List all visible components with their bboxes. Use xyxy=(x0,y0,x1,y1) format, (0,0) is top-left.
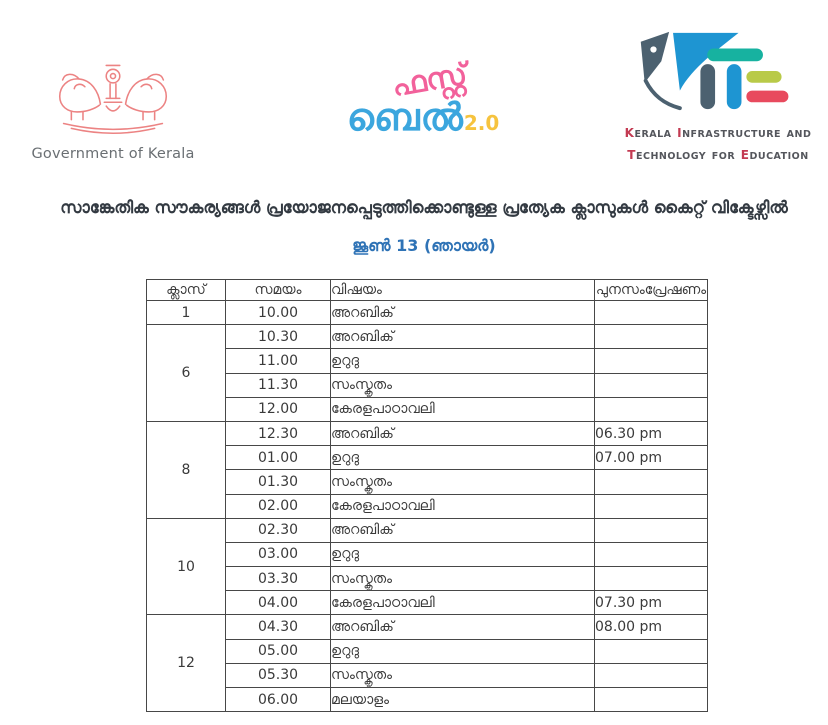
class-cell: 10 xyxy=(147,518,226,615)
kite-caption-word: TECHNOLOGY xyxy=(627,148,707,162)
table-row xyxy=(147,446,708,470)
subject-cell: കേരളപാഠാവലി xyxy=(331,591,595,615)
kite-caption-word: FOR xyxy=(711,151,736,162)
rebroadcast-cell: 08.00 pm xyxy=(595,615,708,639)
date-subtitle: ജൂൺ 13 (ഞായർ) xyxy=(352,236,496,255)
time-cell: 03.00 xyxy=(226,542,331,566)
col-header-time: സമയം xyxy=(226,280,331,301)
table-row xyxy=(147,518,708,542)
col-header-class: ക്ലാസ് xyxy=(147,280,226,301)
table-row xyxy=(147,615,708,639)
table-row xyxy=(147,301,708,325)
class-cell: 12 xyxy=(147,615,226,712)
time-cell: 01.00 xyxy=(226,446,331,470)
table-row xyxy=(147,349,708,373)
table-row xyxy=(147,542,708,566)
first-bell-word1: ഫസ്റ്റ് xyxy=(389,56,471,105)
subject-cell: ഉറുദു xyxy=(331,446,595,470)
time-cell: 11.00 xyxy=(226,349,331,373)
time-cell: 04.00 xyxy=(226,591,331,615)
table-row xyxy=(147,688,708,712)
subject-cell: മലയാളം xyxy=(331,688,595,712)
table-row xyxy=(147,373,708,397)
subject-cell: സംസ്കൃതം xyxy=(331,663,595,687)
time-cell: 05.30 xyxy=(226,663,331,687)
rebroadcast-cell xyxy=(595,494,708,518)
government-of-kerala-block xyxy=(28,48,198,162)
rebroadcast-cell: 06.30 pm xyxy=(595,421,708,445)
col-header-subject: വിഷയം xyxy=(331,280,595,301)
kite-caption-line1 xyxy=(618,122,818,142)
table-row xyxy=(147,639,708,663)
time-cell: 06.00 xyxy=(226,688,331,712)
subject-cell: സംസ്കൃതം xyxy=(331,373,595,397)
time-cell: 05.00 xyxy=(226,639,331,663)
rebroadcast-cell: 07.30 pm xyxy=(595,591,708,615)
rebroadcast-cell xyxy=(595,325,708,349)
class-cell: 6 xyxy=(147,325,226,422)
rebroadcast-cell xyxy=(595,567,708,591)
rebroadcast-cell xyxy=(595,688,708,712)
rebroadcast-cell xyxy=(595,639,708,663)
subject-cell: അറബിക് xyxy=(331,325,595,349)
table-row xyxy=(147,494,708,518)
rebroadcast-cell xyxy=(595,470,708,494)
subject-cell: ഉറുദു xyxy=(331,639,595,663)
subject-cell: ഉറുദു xyxy=(331,349,595,373)
time-cell: 10.00 xyxy=(226,301,331,325)
first-bell-version: 2.0 xyxy=(463,111,500,135)
time-cell: 04.30 xyxy=(226,615,331,639)
rebroadcast-cell xyxy=(595,373,708,397)
kite-caption-word: AND xyxy=(786,129,812,140)
table-row xyxy=(147,421,708,445)
rebroadcast-cell xyxy=(595,542,708,566)
first-bell-word2: ബെൽ xyxy=(346,95,464,139)
first-bell-logo xyxy=(338,56,508,139)
time-cell: 11.30 xyxy=(226,373,331,397)
time-cell: 10.30 xyxy=(226,325,331,349)
table-row xyxy=(147,325,708,349)
subject-cell: അറബിക് xyxy=(331,421,595,445)
schedule-table xyxy=(146,279,708,712)
table-row xyxy=(147,470,708,494)
time-cell: 02.30 xyxy=(226,518,331,542)
table-row xyxy=(147,591,708,615)
time-cell: 12.00 xyxy=(226,397,331,421)
table-header-row xyxy=(147,280,708,301)
page-title: സാങ്കേതിക സൗകര്യങ്ങൾ പ്രയോജനപ്പെടുത്തിക്കൊണ്ടുള്ള പ്രത്യേക ക്ലാസുകൾ കൈറ്റ് വിക്ടേഴ്സിൽ xyxy=(60,198,788,217)
subject-cell: സംസ്കൃതം xyxy=(331,470,595,494)
subject-cell: കേരളപാഠാവലി xyxy=(331,397,595,421)
subject-cell: അറബിക് xyxy=(331,615,595,639)
government-of-kerala-label: Government of Kerala xyxy=(31,146,195,162)
rebroadcast-cell xyxy=(595,518,708,542)
subject-cell: കേരളപാഠാവലി xyxy=(331,494,595,518)
time-cell: 02.00 xyxy=(226,494,331,518)
class-cell: 1 xyxy=(147,301,226,325)
time-cell: 12.30 xyxy=(226,421,331,445)
kite-caption-word: INFRASTRUCTURE xyxy=(677,126,782,140)
rebroadcast-cell xyxy=(595,663,708,687)
rebroadcast-cell: 07.00 pm xyxy=(595,446,708,470)
subject-cell: സംസ്കൃതം xyxy=(331,567,595,591)
col-header-rebroadcast: പുനസംപ്രേഷണം xyxy=(595,280,708,301)
first-bell-line2 xyxy=(338,95,508,139)
table-row xyxy=(147,397,708,421)
table-row xyxy=(147,663,708,687)
kite-caption-word: EDUCATION xyxy=(740,148,809,162)
kerala-emblem-icon xyxy=(48,125,178,144)
kite-caption-line2 xyxy=(618,144,818,164)
rebroadcast-cell xyxy=(595,349,708,373)
class-cell: 8 xyxy=(147,421,226,518)
kite-caption-word: KERALA xyxy=(624,126,672,140)
time-cell: 03.30 xyxy=(226,567,331,591)
subject-cell: അറബിക് xyxy=(331,301,595,325)
table-row xyxy=(147,567,708,591)
kite-logo-block xyxy=(618,28,818,164)
subject-cell: അറബിക് xyxy=(331,518,595,542)
time-cell: 01.30 xyxy=(226,470,331,494)
rebroadcast-cell xyxy=(595,397,708,421)
kite-logo-icon xyxy=(626,101,811,120)
rebroadcast-cell xyxy=(595,301,708,325)
subject-cell: ഉറുദു xyxy=(331,542,595,566)
